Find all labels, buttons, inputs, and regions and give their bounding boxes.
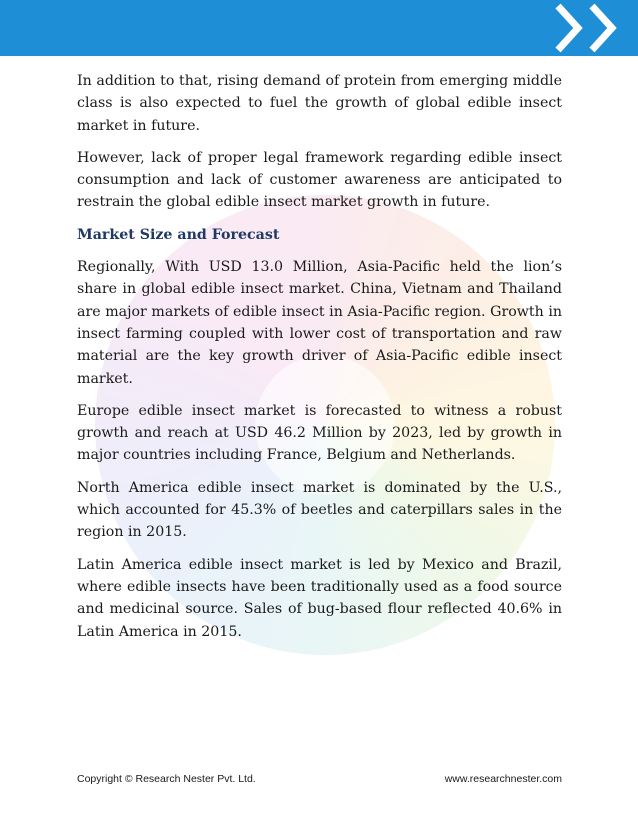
page-footer — [77, 773, 562, 789]
website-link[interactable]: www.researchnester.com — [444, 773, 562, 785]
section-heading: Market Size and Forecast — [77, 226, 280, 243]
body-paragraph: Europe edible insect market is forecasted to witness a robust growth and reach at USD 46.2 Million by 2023, led by growth in major countries including France, Belgium and Netherlands. — [77, 402, 562, 464]
body-paragraph: However, lack of proper legal framework regarding edible insect consumption and lack of customer awareness are anticipated to restrain the global edible insect market growth in future. — [77, 149, 562, 211]
body-paragraph: Latin America edible insect market is led by Mexico and Brazil, where edible insects have been traditionally used as a food source and medicinal source. Sales of bug-based flour reflected 40.6% in Latin America in 2015. — [77, 556, 562, 640]
body-paragraph: Regionally, With USD 13.0 Million, Asia-Pacific held the lion’s share in global edible insect market. China, Vietnam and Thailand are major markets of edible insect in Asia-Pacific region. Growth in insect farming coupled with lower cost of transportation and raw material are the key growth driver of Asia-Pacific edible insect market. — [77, 259, 562, 387]
body-paragraph: In addition to that, rising demand of protein from emerging middle class is also expected to fuel the growth of global edible insect market in future. — [77, 73, 562, 134]
copyright-text: Copyright © Research Nester Pvt. Ltd. — [77, 773, 256, 785]
body-paragraph: North America edible insect market is dominated by the U.S., which accounted for 45.3% of beetles and caterpillars sales in the region in 2015. — [77, 479, 562, 541]
double-chevron-right-icon — [540, 0, 638, 56]
document-body — [77, 70, 562, 653]
